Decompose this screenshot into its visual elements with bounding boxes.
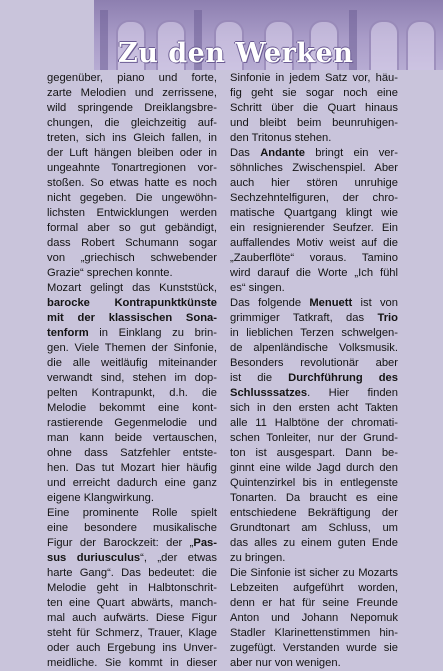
text-run: harte Gang“. Das bedeutet: die [47,567,217,579]
text-run: Stadler Klarinettenstimmen hin- [230,627,398,639]
text-line [47,266,217,281]
text-run: steht für Schmerz, Trauer, Klage [47,627,217,639]
text-run: von „griechisch schwebender [47,252,217,264]
text-run: zarte Melodien und zerrissene, [47,87,217,99]
text-run: entschiedene Bekräftigung der [230,507,398,519]
text-line [230,656,398,671]
text-line [230,251,398,266]
text-run: Grazie“ sprechen konnte. [47,267,173,279]
text-line [230,566,398,581]
text-run: Lebzeiten aufgeführt worden, [230,582,398,594]
text-line [230,191,398,206]
text-run: aber nur von wenigen. [230,657,341,669]
text-run: “, „der etwas [140,552,217,564]
text-run: grimmiger Tatkraft, das [230,312,378,324]
text-line [230,281,398,296]
text-line [230,326,398,341]
text-line [47,236,217,251]
text-run: ten eine Quart abwärts, manch- [47,597,217,609]
text-run: und erreicht dadurch eine ganz [47,477,217,489]
text-column-right [230,71,398,671]
text-column-left [47,71,217,671]
text-line [230,491,398,506]
text-line [230,266,398,281]
text-line [47,191,217,206]
text-line [47,431,217,446]
text-run: auffallendes Motiv weist auf die [230,237,398,249]
text-line [47,581,217,596]
text-line [47,146,217,161]
text-run: matische Quartgang klingt wie [230,207,398,219]
page-title: Zu den Werken [118,38,354,69]
text-line [230,641,398,656]
text-line [47,596,217,611]
text-line [230,596,398,611]
text-run: ist von [352,297,398,309]
text-line [47,656,217,671]
bold-text: Pas- [193,537,217,549]
text-line [47,356,217,371]
bold-text: Trio [377,312,398,324]
bold-text: tenform [47,327,89,339]
text-line [230,416,398,431]
text-line [47,626,217,641]
text-line [230,341,398,356]
text-line [47,461,217,476]
text-run: Die Sinfonie ist sicher zu Mozarts [230,567,398,579]
bold-text: Andante [260,147,305,159]
text-line [230,236,398,251]
text-run: chungen, die gleichzeitig auf- [47,117,217,129]
text-run: denn er hat für seine Freunde [230,597,398,609]
text-line [47,161,217,176]
bold-text: mit der klassischen Sona- [47,312,217,324]
text-line [47,311,217,326]
bold-text: Durchführung des [288,372,398,384]
text-run: gegenüber, piano und forte, [47,72,217,84]
text-run: eine besondere musikalische [47,522,217,534]
text-run: und bleibt beim beunruhigen- [230,117,398,129]
text-line [230,86,398,101]
text-line [47,386,217,401]
text-run: schen Tonleiter, nur der Grund- [230,432,398,444]
text-line [47,251,217,266]
text-line [47,71,217,86]
text-line [47,416,217,431]
text-run: lichsten Entwicklungen werden [47,207,217,219]
text-run: Tonarten. Da braucht es eine [230,492,398,504]
text-run: Anton und Johann Nepomuk [230,612,398,624]
text-run: Eine prominente Rolle spielt [47,507,217,519]
text-line [47,206,217,221]
text-run: der Luft hängen bleiben oder in [47,147,217,159]
text-line [230,611,398,626]
bold-text: sus duriusculus [47,552,141,564]
text-line [230,296,398,311]
text-run: Schritt über die Quart hinaus [230,102,398,114]
text-run: in lieblichen Terzen schwelgen- [230,327,398,339]
text-run: . Hier finden [307,387,398,399]
text-run: rastierende Gegenmelodie und [47,417,217,429]
text-run: zugefügt. Verstanden wurde sie [230,642,398,654]
text-line [47,281,217,296]
text-run: eigene Klangwirkung. [47,492,154,504]
text-run: wird darauf die Worte „Ich fühl [230,267,398,279]
text-run: ton ist ausgespart. Dann be- [230,447,398,459]
text-line [47,446,217,461]
text-line [230,206,398,221]
text-run: fig geht sie sogar noch eine [230,87,398,99]
text-run: Das [230,147,261,159]
text-line [47,521,217,536]
text-line [230,446,398,461]
text-run: Sinfonie in jedem Satz vor, häu- [230,72,398,84]
text-line [230,371,398,386]
text-line [47,551,217,566]
text-run: sich in den ersten acht Takten [230,402,398,414]
text-run: wild springende Dreiklangsbre- [47,102,217,114]
bold-text: Schlusssatzes [230,387,308,399]
text-line [230,626,398,641]
text-run: söhnliches Zwischenspiel. Aber [230,162,398,174]
text-run: dass Robert Schumann sogar [47,237,217,249]
text-line [230,311,398,326]
text-run: Das folgende [230,297,310,309]
banner-pillar [100,10,108,70]
text-line [230,506,398,521]
text-run: oder auch Ergebung ins Unver- [47,642,217,654]
text-line [230,431,398,446]
text-line [230,131,398,146]
text-line [230,221,398,236]
text-line [47,611,217,626]
text-run: de alpenländische Volksmusik. [230,342,398,354]
text-line [47,566,217,581]
text-line [47,86,217,101]
text-run: gen. Viele Themen der Sinfonie, [47,342,217,354]
text-run: stoßen. So etwas hatte es noch [47,177,217,189]
text-run: ungeahnte Tonartregionen vor- [47,162,217,174]
text-line [230,521,398,536]
text-line [47,101,217,116]
text-line [47,476,217,491]
text-run: bringt ein ver- [304,147,398,159]
text-run: ist die [230,372,289,384]
text-line [47,401,217,416]
text-line [230,161,398,176]
text-line [230,401,398,416]
text-run: auch hier stören unruhige [230,177,398,189]
text-run: verwandt sind, stehen im dop- [47,372,217,384]
text-run: man kann beide vertauschen, [47,432,217,444]
text-line [47,326,217,341]
text-run: Grundtonart am Schluss, um [230,522,398,534]
text-line [230,176,398,191]
text-run: die alle weitläufig miteinander [47,357,217,369]
text-run: es“ singen. [230,282,285,294]
text-line [230,551,398,566]
text-run: ein resignierender Seufzer. Ein [230,222,398,234]
text-line [47,506,217,521]
text-line [230,476,398,491]
text-line [47,536,217,551]
text-run: hen. Das tut Mozart hier häufig [47,462,217,474]
text-line [230,356,398,371]
text-line [47,116,217,131]
text-line [47,341,217,356]
text-run: ohne dass Satzfehler entste- [47,447,217,459]
banner-window-arch [406,20,436,70]
text-run: treten, sich ins Gleich fallen, in [47,132,217,144]
text-line [47,371,217,386]
text-line [230,536,398,551]
text-line [47,491,217,506]
text-run: Sechzehntelfiguren, der chro- [230,192,398,204]
text-line [230,146,398,161]
banner-window-arch [369,20,399,70]
text-run: Melodie bekommt eine kont- [47,402,217,414]
text-line [47,131,217,146]
text-line [230,461,398,476]
text-run: ginnt eine wilde Jagd durch den [230,462,398,474]
text-run: Besonders revolutionär aber [230,357,398,369]
text-run: pelten Kontrapunkt, d.h. die [47,387,217,399]
text-line [47,641,217,656]
text-run: Mozart gelingt das Kunststück, [47,282,217,294]
text-run: formal aber so gut gebändigt, [47,222,217,234]
text-line [230,101,398,116]
text-line [47,176,217,191]
text-run: Quintenzirkel bis in entlegenste [230,477,398,489]
text-run: den Tritonus stehen. [230,132,332,144]
text-run: das alles zu einem guten Ende [230,537,398,549]
text-run: „Zauberflöte“ voraus. Tamino [230,252,398,264]
text-run: zu bringen. [230,552,286,564]
text-line [47,296,217,311]
text-line [230,386,398,401]
text-run: Melodie geht in Halbtonschrit- [47,582,217,594]
bold-text: barocke Kontrapunktkünste [47,297,217,309]
text-run: in Einklang zu brin- [88,327,217,339]
text-line [230,116,398,131]
text-line [230,581,398,596]
text-run: Figur der Barockzeit: der „ [47,537,194,549]
text-line [47,221,217,236]
text-run: nicht gegeben. Die ungewöhn- [47,192,217,204]
text-run: meidliche. Sie kommt in dieser [47,657,217,669]
text-run: alle 11 Halbtöne der chromati- [230,417,398,429]
text-line [230,71,398,86]
bold-text: Menuett [309,297,353,309]
text-run: mal auch aufwärts. Diese Figur [47,612,217,624]
